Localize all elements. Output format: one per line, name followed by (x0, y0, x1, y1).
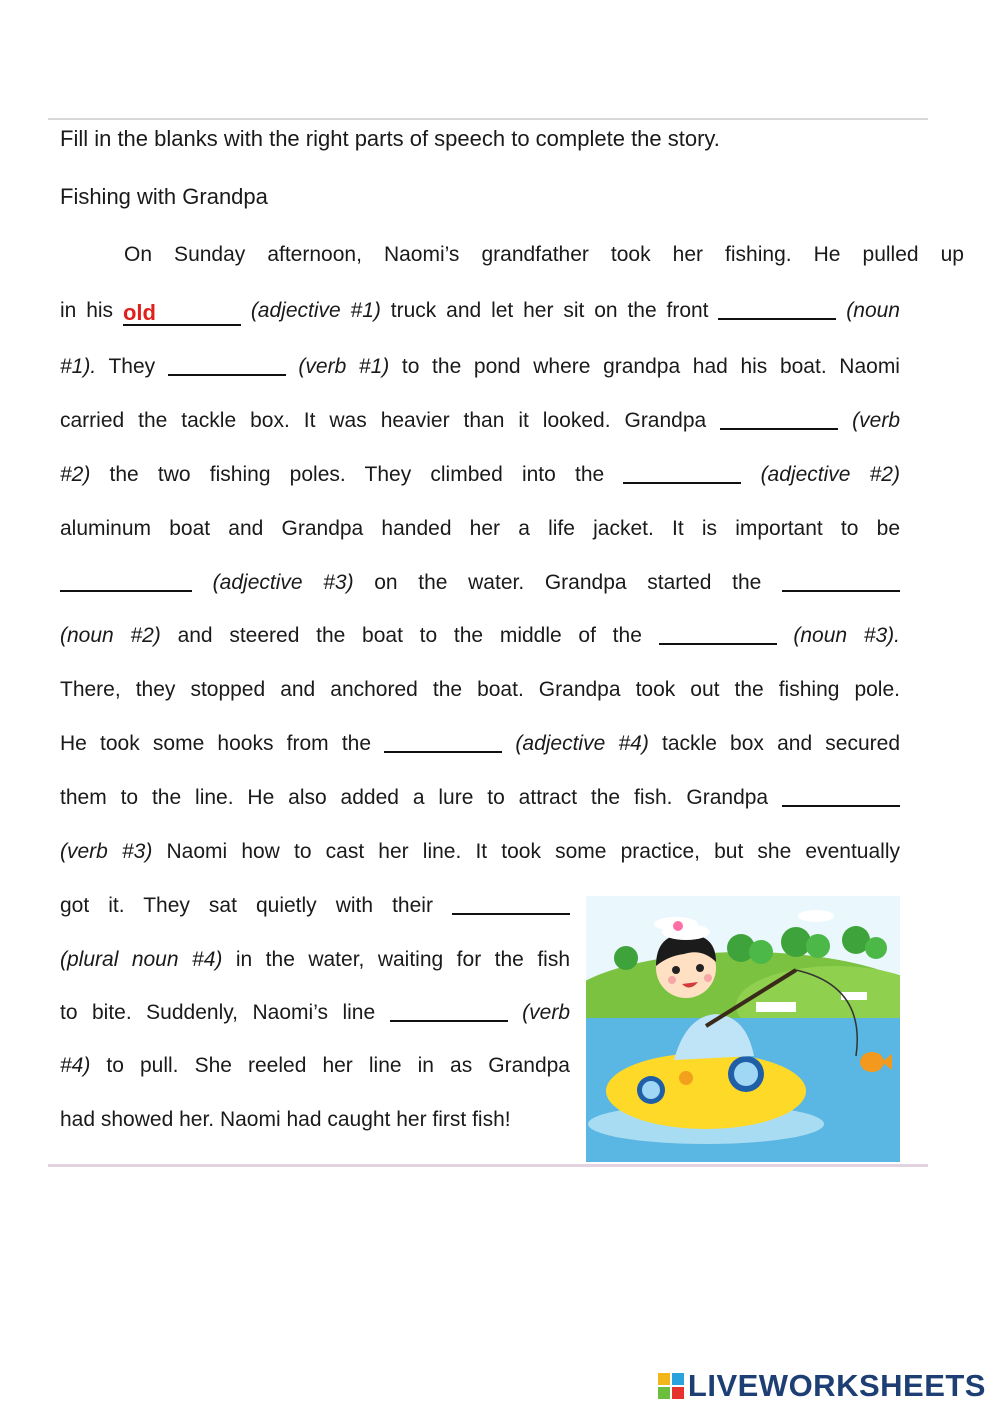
blank-noun-2[interactable] (782, 568, 900, 592)
story-line-6: aluminum boat and Grandpa handed her a life jacket. It is important to be (60, 517, 900, 540)
top-divider (48, 118, 928, 120)
story-line-11: them to the line. He also added a lure to attract the fish. Grandpa (60, 783, 900, 813)
blank-adjective-2[interactable] (623, 460, 741, 484)
blank-adjective-4[interactable] (384, 729, 502, 753)
story-line-16: #4) to pull. She reeled her line in as Grandpa (60, 1054, 570, 1077)
blank-verb-2[interactable] (720, 406, 838, 430)
story-line-3: #1). They (verb #1) to the pond where grandpa had his boat. Naomi (60, 352, 900, 382)
liveworksheets-brand: LIVEWORKSHEETS (687, 1368, 986, 1403)
blank-noun-1[interactable] (718, 296, 836, 320)
story-title: Fishing with Grandpa (60, 184, 268, 209)
story-line-15: to bite. Suddenly, Naomi’s line (verb (60, 998, 570, 1028)
story-line-12: (verb #3) Naomi how to cast her line. It took some practice, but she eventually (60, 840, 900, 863)
story-line-1: On Sunday afternoon, Naomi’s grandfather took her fishing. He pulled up (124, 243, 964, 266)
story-line-8: (noun #2) and steered the boat to the middle of the (noun #3). (60, 621, 900, 651)
liveworksheets-logo[interactable] (658, 1368, 986, 1404)
girl-fishing-illustration (586, 896, 900, 1162)
blank-verb-3[interactable] (782, 783, 900, 807)
story-line-2: in his old (adjective #1) truck and let her sit on the front (noun (60, 296, 900, 326)
bottom-divider (48, 1164, 928, 1167)
blank-verb-1[interactable] (168, 352, 286, 376)
story-line-14: (plural noun #4) in the water, waiting for the fish (60, 948, 571, 971)
blank-adjective-3[interactable] (60, 568, 192, 592)
liveworksheets-grid-icon (658, 1373, 684, 1399)
story-line-4: carried the tackle box. It was heavier than it looked. Grandpa (verb (60, 406, 900, 436)
blank-verb-4[interactable] (390, 998, 508, 1022)
story-line-7: (adjective #3) on the water. Grandpa started the (60, 568, 900, 598)
instructions: Fill in the blanks with the right parts of speech to complete the story. (60, 126, 720, 151)
story-line-9: There, they stopped and anchored the boat. Grandpa took out the fishing pole. (60, 678, 900, 701)
story-line-17: had showed her. Naomi had caught her first fish! (60, 1108, 511, 1131)
story-line-5: #2) the two fishing poles. They climbed into the (adjective #2) (60, 460, 900, 490)
story-line-10: He took some hooks from the (adjective #4) tackle box and secured (60, 729, 900, 759)
blank-adjective-1[interactable]: old (123, 302, 241, 326)
story-line-13: got it. They sat quietly with their (60, 891, 570, 921)
blank-noun-3[interactable] (659, 621, 777, 645)
blank-plural-noun-4[interactable] (452, 891, 570, 915)
